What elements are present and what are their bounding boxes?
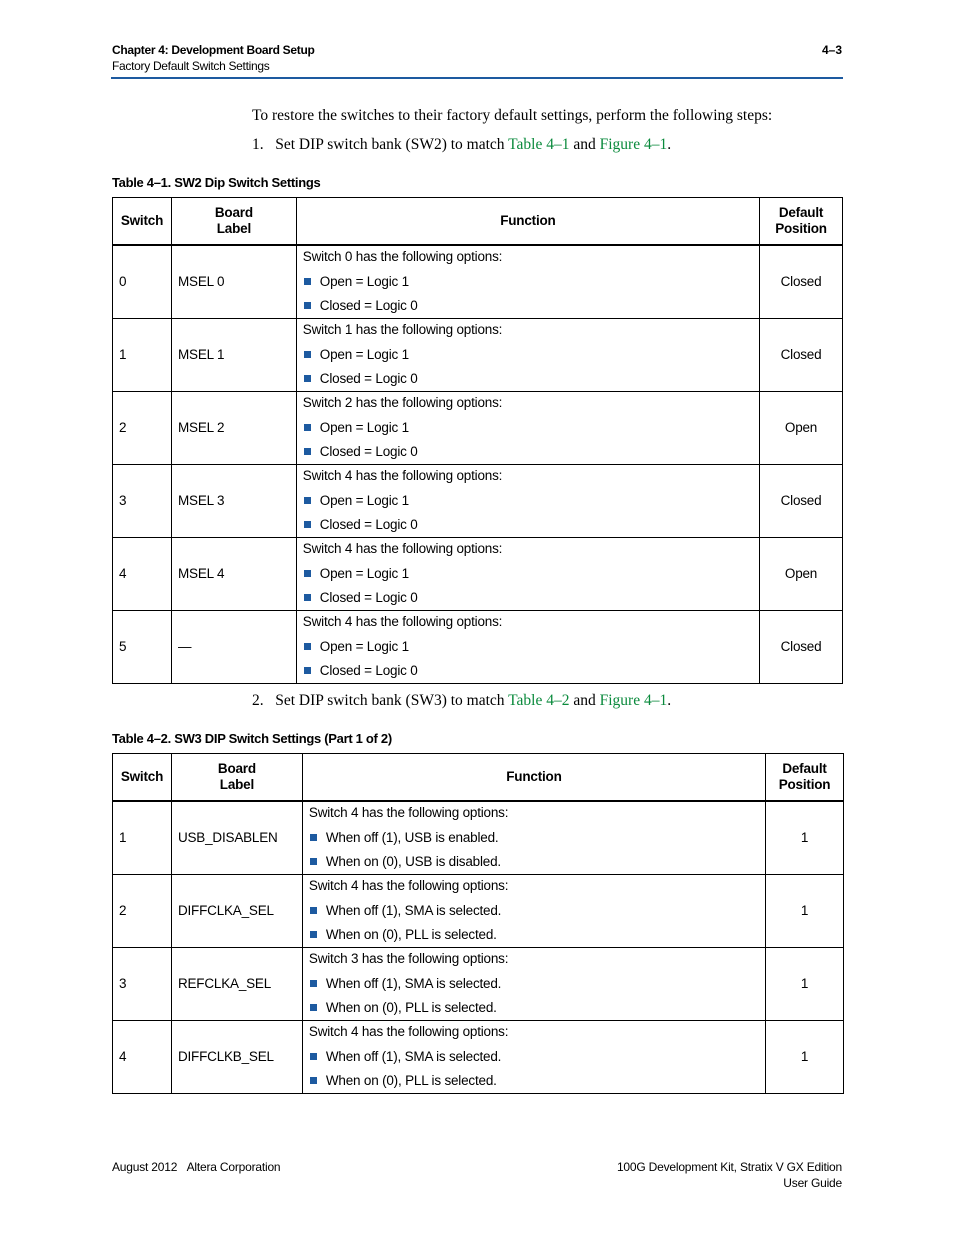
default-position: Closed bbox=[760, 610, 843, 683]
option-item bbox=[309, 1069, 765, 1093]
option-text: Open = Logic 1 bbox=[319, 346, 409, 362]
board-label: MSEL 3 bbox=[171, 464, 296, 537]
bullet-square-icon bbox=[310, 834, 317, 841]
col-board-label-l1: Board bbox=[217, 760, 256, 776]
function-intro: Switch 4 has the following options: bbox=[302, 613, 503, 629]
switch-number: 5 bbox=[113, 610, 172, 683]
function-intro: Switch 2 has the following options: bbox=[302, 394, 503, 410]
switch-number: 4 bbox=[113, 537, 172, 610]
bullet-square-icon bbox=[304, 643, 311, 650]
function-cell bbox=[296, 245, 759, 319]
option-text: When on (0), PLL is selected. bbox=[325, 1072, 497, 1088]
bullet-square-icon bbox=[310, 1053, 317, 1060]
option-text: When on (0), PLL is selected. bbox=[325, 999, 497, 1015]
bullet-square-icon bbox=[304, 375, 311, 382]
option-item bbox=[303, 270, 759, 294]
col-default-position bbox=[766, 754, 844, 801]
step-text: Set DIP switch bank (SW3) to match bbox=[275, 692, 509, 709]
option-text: When on (0), USB is disabled. bbox=[325, 853, 501, 869]
option-item bbox=[303, 416, 759, 440]
default-position: Open bbox=[760, 391, 843, 464]
bullet-square-icon bbox=[304, 667, 311, 674]
col-board-label-l1: Board bbox=[214, 204, 253, 220]
table-row bbox=[113, 245, 843, 319]
section-title: Factory Default Switch Settings bbox=[112, 59, 270, 73]
option-item bbox=[309, 850, 765, 874]
default-position: Closed bbox=[760, 464, 843, 537]
table-1-caption: Table 4–1. SW2 Dip Switch Settings bbox=[112, 175, 321, 190]
bullet-square-icon bbox=[304, 278, 311, 285]
function-cell bbox=[296, 464, 759, 537]
table-row bbox=[113, 537, 843, 610]
option-item bbox=[303, 659, 759, 683]
function-intro: Switch 4 has the following options: bbox=[308, 877, 509, 893]
bullet-square-icon bbox=[310, 980, 317, 987]
intro-paragraph: To restore the switches to their factory default settings, perform the following steps: bbox=[252, 107, 773, 124]
option-item bbox=[303, 489, 759, 513]
table-row bbox=[113, 801, 844, 875]
switch-number: 3 bbox=[113, 947, 172, 1020]
switch-number: 2 bbox=[113, 391, 172, 464]
bullet-square-icon bbox=[310, 931, 317, 938]
function-cell bbox=[302, 1020, 765, 1093]
function-intro: Switch 4 has the following options: bbox=[302, 540, 503, 556]
board-label: DIFFCLKB_SEL bbox=[171, 1020, 302, 1093]
step-text-and: and bbox=[569, 692, 600, 709]
step-text: Set DIP switch bank (SW2) to match bbox=[275, 136, 509, 153]
figure-4-1-link[interactable]: Figure 4–1 bbox=[599, 692, 668, 709]
col-board-label-l2: Label bbox=[219, 776, 255, 792]
bullet-square-icon bbox=[304, 424, 311, 431]
function-intro: Switch 4 has the following options: bbox=[302, 467, 503, 483]
switch-number: 4 bbox=[113, 1020, 172, 1093]
step-2 bbox=[252, 692, 671, 710]
switch-number: 0 bbox=[113, 245, 172, 319]
step-text-end: . bbox=[667, 136, 672, 153]
table-header-row bbox=[113, 198, 843, 245]
switch-number: 1 bbox=[113, 801, 172, 875]
bullet-square-icon bbox=[304, 594, 311, 601]
col-default-l1: Default bbox=[782, 760, 827, 776]
option-text: Open = Logic 1 bbox=[319, 638, 409, 654]
figure-4-1-link[interactable]: Figure 4–1 bbox=[599, 136, 668, 153]
option-item bbox=[303, 294, 759, 318]
option-text: Closed = Logic 0 bbox=[319, 443, 418, 459]
bullet-square-icon bbox=[304, 497, 311, 504]
col-function: Function bbox=[296, 198, 759, 245]
page-number: 4–3 bbox=[821, 43, 842, 57]
option-text: Closed = Logic 0 bbox=[319, 662, 418, 678]
default-position: Open bbox=[760, 537, 843, 610]
bullet-square-icon bbox=[304, 448, 311, 455]
option-text: Closed = Logic 0 bbox=[319, 370, 418, 386]
sw2-settings-table bbox=[112, 197, 843, 684]
board-label: USB_DISABLEN bbox=[171, 801, 302, 875]
function-intro: Switch 4 has the following options: bbox=[308, 804, 509, 820]
option-item bbox=[303, 586, 759, 610]
footer-date bbox=[112, 1160, 280, 1174]
function-intro: Switch 1 has the following options: bbox=[302, 321, 503, 337]
table-row bbox=[113, 1020, 844, 1093]
table-row bbox=[113, 874, 844, 947]
col-switch: Switch bbox=[113, 198, 172, 245]
step-number: 1. bbox=[252, 136, 264, 153]
table-4-2-link[interactable]: Table 4–2 bbox=[508, 692, 570, 709]
default-position: Closed bbox=[760, 318, 843, 391]
bullet-square-icon bbox=[304, 302, 311, 309]
footer-date-text: August 2012 bbox=[112, 1160, 178, 1174]
board-label: MSEL 2 bbox=[171, 391, 296, 464]
board-label: DIFFCLKA_SEL bbox=[171, 874, 302, 947]
option-text: Open = Logic 1 bbox=[319, 419, 409, 435]
step-1 bbox=[252, 136, 671, 154]
function-cell bbox=[296, 318, 759, 391]
option-item bbox=[303, 513, 759, 537]
function-cell bbox=[296, 537, 759, 610]
default-position: 1 bbox=[766, 874, 844, 947]
option-text: Open = Logic 1 bbox=[319, 273, 409, 289]
bullet-square-icon bbox=[310, 1004, 317, 1011]
option-item bbox=[303, 440, 759, 464]
table-2-caption: Table 4–2. SW3 DIP Switch Settings (Part 1 of 2) bbox=[112, 731, 392, 746]
function-cell bbox=[302, 874, 765, 947]
default-position: Closed bbox=[760, 245, 843, 319]
option-item bbox=[303, 343, 759, 367]
board-label: MSEL 4 bbox=[171, 537, 296, 610]
option-text: When on (0), PLL is selected. bbox=[325, 926, 497, 942]
function-cell bbox=[296, 610, 759, 683]
option-item bbox=[309, 996, 765, 1020]
option-text: When off (1), SMA is selected. bbox=[325, 1048, 502, 1064]
switch-number: 3 bbox=[113, 464, 172, 537]
col-default-l2: Position bbox=[778, 776, 831, 792]
col-board-label bbox=[171, 754, 302, 801]
col-board-label bbox=[171, 198, 296, 245]
header-rule bbox=[111, 77, 843, 79]
bullet-square-icon bbox=[310, 907, 317, 914]
step-text-end: . bbox=[667, 692, 672, 709]
option-text: When off (1), USB is enabled. bbox=[325, 829, 499, 845]
table-row bbox=[113, 318, 843, 391]
table-row bbox=[113, 947, 844, 1020]
function-cell bbox=[302, 947, 765, 1020]
step-number: 2. bbox=[252, 692, 264, 709]
option-text: Closed = Logic 0 bbox=[319, 589, 418, 605]
bullet-square-icon bbox=[304, 570, 311, 577]
bullet-square-icon bbox=[310, 858, 317, 865]
bullet-square-icon bbox=[304, 521, 311, 528]
board-label: MSEL 0 bbox=[171, 245, 296, 319]
option-item bbox=[309, 923, 765, 947]
footer-company: Altera Corporation bbox=[186, 1160, 281, 1174]
default-position: 1 bbox=[766, 801, 844, 875]
col-default-l1: Default bbox=[778, 204, 824, 220]
board-label: MSEL 1 bbox=[171, 318, 296, 391]
table-header-row bbox=[113, 754, 844, 801]
col-default-l2: Position bbox=[775, 220, 827, 236]
option-item bbox=[303, 635, 759, 659]
col-board-label-l2: Label bbox=[216, 220, 252, 236]
col-function: Function bbox=[302, 754, 765, 801]
function-intro: Switch 3 has the following options: bbox=[308, 950, 509, 966]
function-cell bbox=[296, 391, 759, 464]
step-text-and: and bbox=[569, 136, 600, 153]
option-text: When off (1), SMA is selected. bbox=[325, 902, 502, 918]
function-intro: Switch 0 has the following options: bbox=[302, 248, 503, 264]
option-text: Open = Logic 1 bbox=[319, 565, 409, 581]
table-row bbox=[113, 610, 843, 683]
table-row bbox=[113, 391, 843, 464]
option-item bbox=[309, 1045, 765, 1069]
option-item bbox=[303, 562, 759, 586]
default-position: 1 bbox=[766, 947, 844, 1020]
board-label: REFCLKA_SEL bbox=[171, 947, 302, 1020]
default-position: 1 bbox=[766, 1020, 844, 1093]
option-item bbox=[309, 899, 765, 923]
footer-doc-type: User Guide bbox=[783, 1176, 842, 1190]
table-4-1-link[interactable]: Table 4–1 bbox=[508, 136, 570, 153]
option-text: Closed = Logic 0 bbox=[319, 516, 418, 532]
option-text: Open = Logic 1 bbox=[319, 492, 409, 508]
chapter-title: Chapter 4: Development Board Setup bbox=[112, 43, 315, 57]
option-item bbox=[309, 972, 765, 996]
col-default-position bbox=[760, 198, 843, 245]
col-switch: Switch bbox=[113, 754, 172, 801]
option-text: Closed = Logic 0 bbox=[319, 297, 418, 313]
function-intro: Switch 4 has the following options: bbox=[308, 1023, 509, 1039]
board-label: — bbox=[171, 610, 296, 683]
option-item bbox=[309, 826, 765, 850]
table-row bbox=[113, 464, 843, 537]
bullet-square-icon bbox=[304, 351, 311, 358]
switch-number: 2 bbox=[113, 874, 172, 947]
footer-doc-title: 100G Development Kit, Stratix V GX Edition bbox=[616, 1160, 842, 1174]
function-cell bbox=[302, 801, 765, 875]
option-item bbox=[303, 367, 759, 391]
option-text: When off (1), SMA is selected. bbox=[325, 975, 502, 991]
sw3-settings-table bbox=[112, 753, 844, 1094]
bullet-square-icon bbox=[310, 1077, 317, 1084]
switch-number: 1 bbox=[113, 318, 172, 391]
